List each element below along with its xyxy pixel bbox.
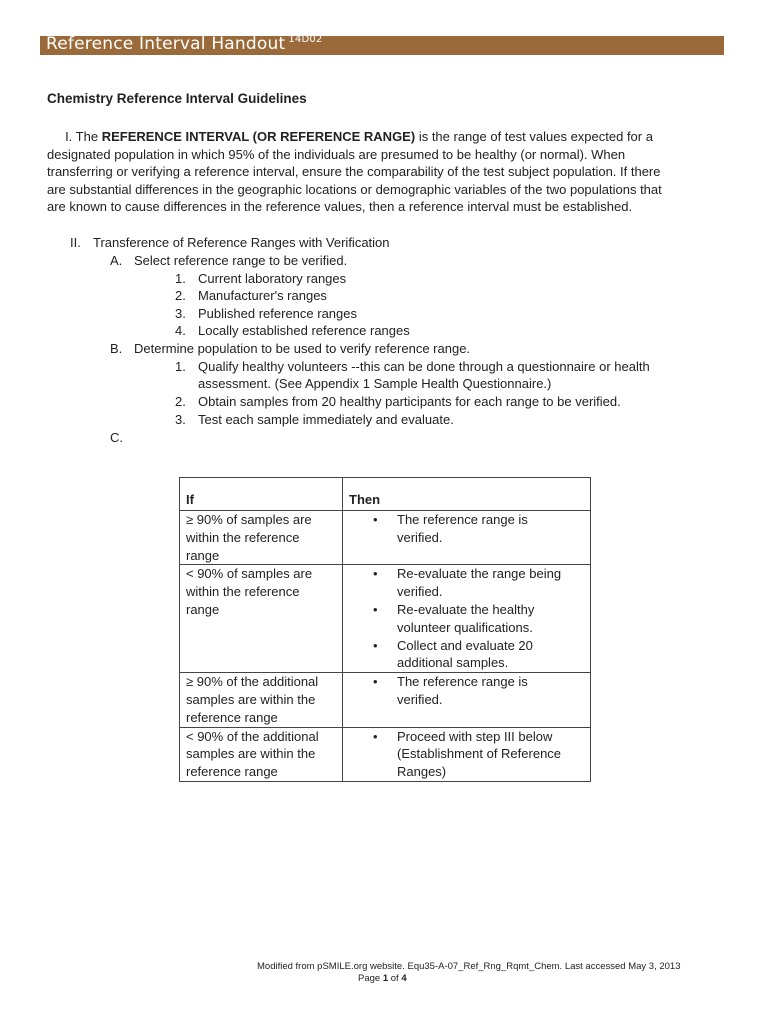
step-a-item: Current laboratory ranges — [198, 271, 347, 286]
if-cell: ≥ 90% of samples are within the reference range — [180, 511, 343, 565]
handout-code: 14D02 — [288, 34, 323, 45]
step-b-item: Test each sample immediately and evaluate. — [198, 412, 454, 427]
table-row — [180, 565, 591, 673]
table-row — [180, 673, 591, 727]
then-list-item: • The reference range is verified. — [373, 674, 528, 707]
paragraph-line: are known to cause differences in the reference values, then a reference interval must be established. — [47, 199, 633, 215]
step-b-item-number: 2. — [175, 394, 186, 409]
then-cell — [343, 673, 591, 727]
paragraph-line: transferring or verifying a reference interval, ensure the comparability of the test subject population. If there — [47, 164, 661, 180]
then-cell — [343, 565, 591, 673]
bullet-icon: • — [373, 728, 378, 744]
if-cell: < 90% of samples are within the reference range — [180, 565, 343, 673]
page-heading: Chemistry Reference Interval Guidelines — [47, 91, 307, 106]
if-cell: ≥ 90% of the additional samples are within the reference range — [180, 673, 343, 727]
table-header-row — [180, 478, 591, 511]
step-a-item-number: 1. — [175, 271, 186, 286]
step-b-item-continuation: assessment. (See Appendix 1 Sample Health Questionnaire.) — [198, 376, 552, 391]
section-1-paragraph — [47, 128, 727, 216]
step-a-text: Select reference range to be verified. — [134, 253, 348, 268]
table-row — [180, 727, 591, 781]
paragraph-line: I. The REFERENCE INTERVAL (OR REFERENCE RANGE) is the range of test values expected for a — [65, 129, 653, 144]
header-banner — [40, 36, 724, 55]
step-b-item: Obtain samples from 20 healthy participants for each range to be verified. — [198, 394, 621, 409]
bullet-icon: • — [373, 637, 378, 653]
table-header-then: Then — [343, 478, 591, 511]
then-list-item: • Collect and evaluate 20 additional samples. — [373, 637, 533, 671]
then-cell — [343, 727, 591, 781]
step-c-marker: C. — [110, 430, 123, 445]
bullet-icon: • — [373, 674, 378, 690]
reference-interval-term: REFERENCE INTERVAL (OR REFERENCE RANGE) — [101, 129, 416, 144]
then-list-item: • Re-evaluate the healthy volunteer qualifications. — [373, 601, 535, 635]
table-header-if: If — [180, 478, 343, 511]
if-then-table — [179, 477, 591, 782]
section-2-marker: II. — [70, 235, 81, 250]
step-a-item-number: 4. — [175, 323, 186, 338]
then-list-item: • Re-evaluate the range being verified. — [373, 566, 562, 600]
step-b-item-number: 3. — [175, 412, 186, 427]
page-number: Page 1 of 4 — [358, 973, 407, 984]
bullet-icon: • — [373, 512, 378, 527]
table-row — [180, 511, 591, 565]
then-list-item: • Proceed with step III below (Establishment of Reference Ranges) — [373, 728, 562, 780]
step-a-item-number: 2. — [175, 288, 186, 303]
footer-source-note: Modified from pSMILE.org website. Equ35-A-07_Ref_Rng_Rqmt_Chem. Last accessed May 3, 2013 — [257, 961, 681, 972]
then-cell — [343, 511, 591, 565]
handout-title: Reference Interval Handout $^{14D02}$ — [46, 34, 323, 54]
bullet-icon: • — [373, 601, 378, 617]
step-b-item-number: 1. — [175, 359, 186, 374]
step-a-item: Manufacturer's ranges — [198, 288, 327, 303]
step-b-marker: B. — [110, 341, 123, 356]
step-b-item: Qualify healthy volunteers --this can be done through a questionnaire or health — [198, 359, 650, 374]
paragraph-line: are substantial differences in the geographic locations or demographic variables of the two populations that — [47, 181, 662, 197]
paragraph-line: designated population in which 95% of the individuals are presumed to be healthy (or normal). When — [47, 146, 626, 162]
bullet-icon: • — [373, 566, 378, 582]
step-a-item: Locally established reference ranges — [198, 323, 410, 338]
step-a-item: Published reference ranges — [198, 306, 357, 321]
step-a-item-number: 3. — [175, 306, 186, 321]
step-a-marker: A. — [110, 253, 123, 268]
if-cell: < 90% of the additional samples are within the reference range — [180, 727, 343, 781]
step-b-text: Determine population to be used to verify reference range. — [134, 341, 471, 356]
section-2-title: Transference of Reference Ranges with Verification — [93, 235, 390, 250]
then-list-item: • The reference range is verified. — [373, 512, 528, 545]
